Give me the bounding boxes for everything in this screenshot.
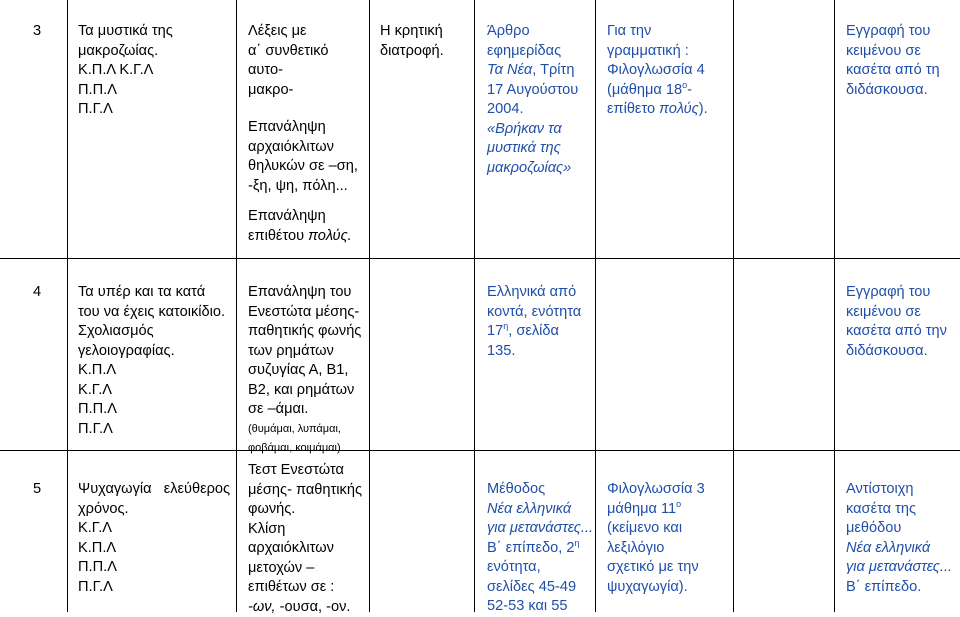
column-divider-1 (67, 0, 68, 612)
row-3-activity: Εγγραφή του κειμένου σε κασέτα από τη διδάσκουσα. (846, 23, 940, 98)
row-4-book: Ελληνικά από κοντά, ενότητα $17^\eta$, σελίδα 135. (487, 284, 582, 359)
row-divider-4-5 (0, 450, 960, 451)
row-4-number: 4 (33, 284, 42, 300)
column-divider-2 (236, 0, 237, 612)
column-divider-4 (474, 0, 475, 612)
row-3-number: 3 (33, 23, 42, 39)
row-4-topic: Τα υπέρ και τα κατά του να έχεις κατοικίδιο. Σχολιασμός γελοιογραφίας. Κ.Π.Λ Κ.Γ.Λ Π.Π.Λ Π.Γ.Λ (78, 284, 226, 437)
column-divider-3 (369, 0, 370, 612)
row-5-grammar: Τεστ Ενεστώτα μέσης- παθητικής φωνής. Κλίση αρχαιόκλιτων μετοχών – επιθέτων σε : -ων, -ουσα, -ον. (248, 462, 362, 615)
row-3-book: Για την γραμματική : Φιλογλωσσία 4 (μάθημα $18^o-$ επίθετο πολύς). (607, 23, 708, 117)
topic-line: μακροζωίας. (78, 42, 159, 59)
row-divider-3-4 (0, 258, 960, 259)
row-5-topic: Ψυχαγωγία ελεύθερος χρόνος. Κ.Γ.Λ Κ.Π.Λ Π.Π.Λ Π.Γ.Λ (78, 481, 231, 595)
row-5-number: 5 (33, 481, 42, 497)
topic-line: Π.Π.Λ (78, 81, 117, 98)
row-5-method: Μέθοδος Νέα ελληνικά για μετανάστες... Β΄ επίπεδο, $2^\eta$ ενότητα, σελίδες 45-49 52-53 και 55 (487, 481, 594, 614)
column-divider-6 (733, 0, 734, 612)
topic-line: Π.Γ.Λ (78, 101, 113, 117)
row-3-grammar-adjective: Επανάληψη επιθέτου πολύς. (248, 208, 352, 244)
column-divider-5 (595, 0, 596, 612)
row-4-grammar: Επανάληψη του Ενεστώτα μέσης- παθητικής φωνής των ρημάτων συζυγίας Α, Β1, Β2, και ρημάτων σε –άμαι. (θυμάμαι, λυπάμαι, φοβάμαι, κοιμάμαι) (248, 284, 362, 454)
row-3-culture: Η κρητική διατροφή. (380, 23, 444, 59)
topic-line: Κ.Π.Λ Κ.Γ.Λ (78, 62, 154, 78)
topic-line: Τα μυστικά της (78, 23, 173, 39)
row-3-grammar: Λέξεις με α΄ συνθετικό αυτο- μακρο- Επανάληψη αρχαιόκλιτων θηλυκών σε –ση, -ξη, ψη, πόλη... (248, 23, 358, 194)
row-4-activity: Εγγραφή του κειμένου σε κασέτα από την διδάσκουσα. (846, 284, 947, 359)
row-5-book: Φιλογλωσσία 3 μάθημα $11^o$ (κείμενο και λεξιλόγιο σχετικό με την ψυχαγωγία). (607, 481, 705, 595)
row-3-article: Άρθρο εφημερίδας Τα Νέα, Τρίτη 17 Αυγούστου 2004. «Βρήκαν τα μυστικά της μακροζωίας» (487, 23, 579, 176)
row-3-topic (78, 22, 173, 120)
column-divider-7 (834, 0, 835, 612)
row-5-activity: Αντίστοιχη κασέτα της μεθόδου Νέα ελληνικά για μετανάστες... Β΄ επίπεδο. (846, 481, 953, 595)
